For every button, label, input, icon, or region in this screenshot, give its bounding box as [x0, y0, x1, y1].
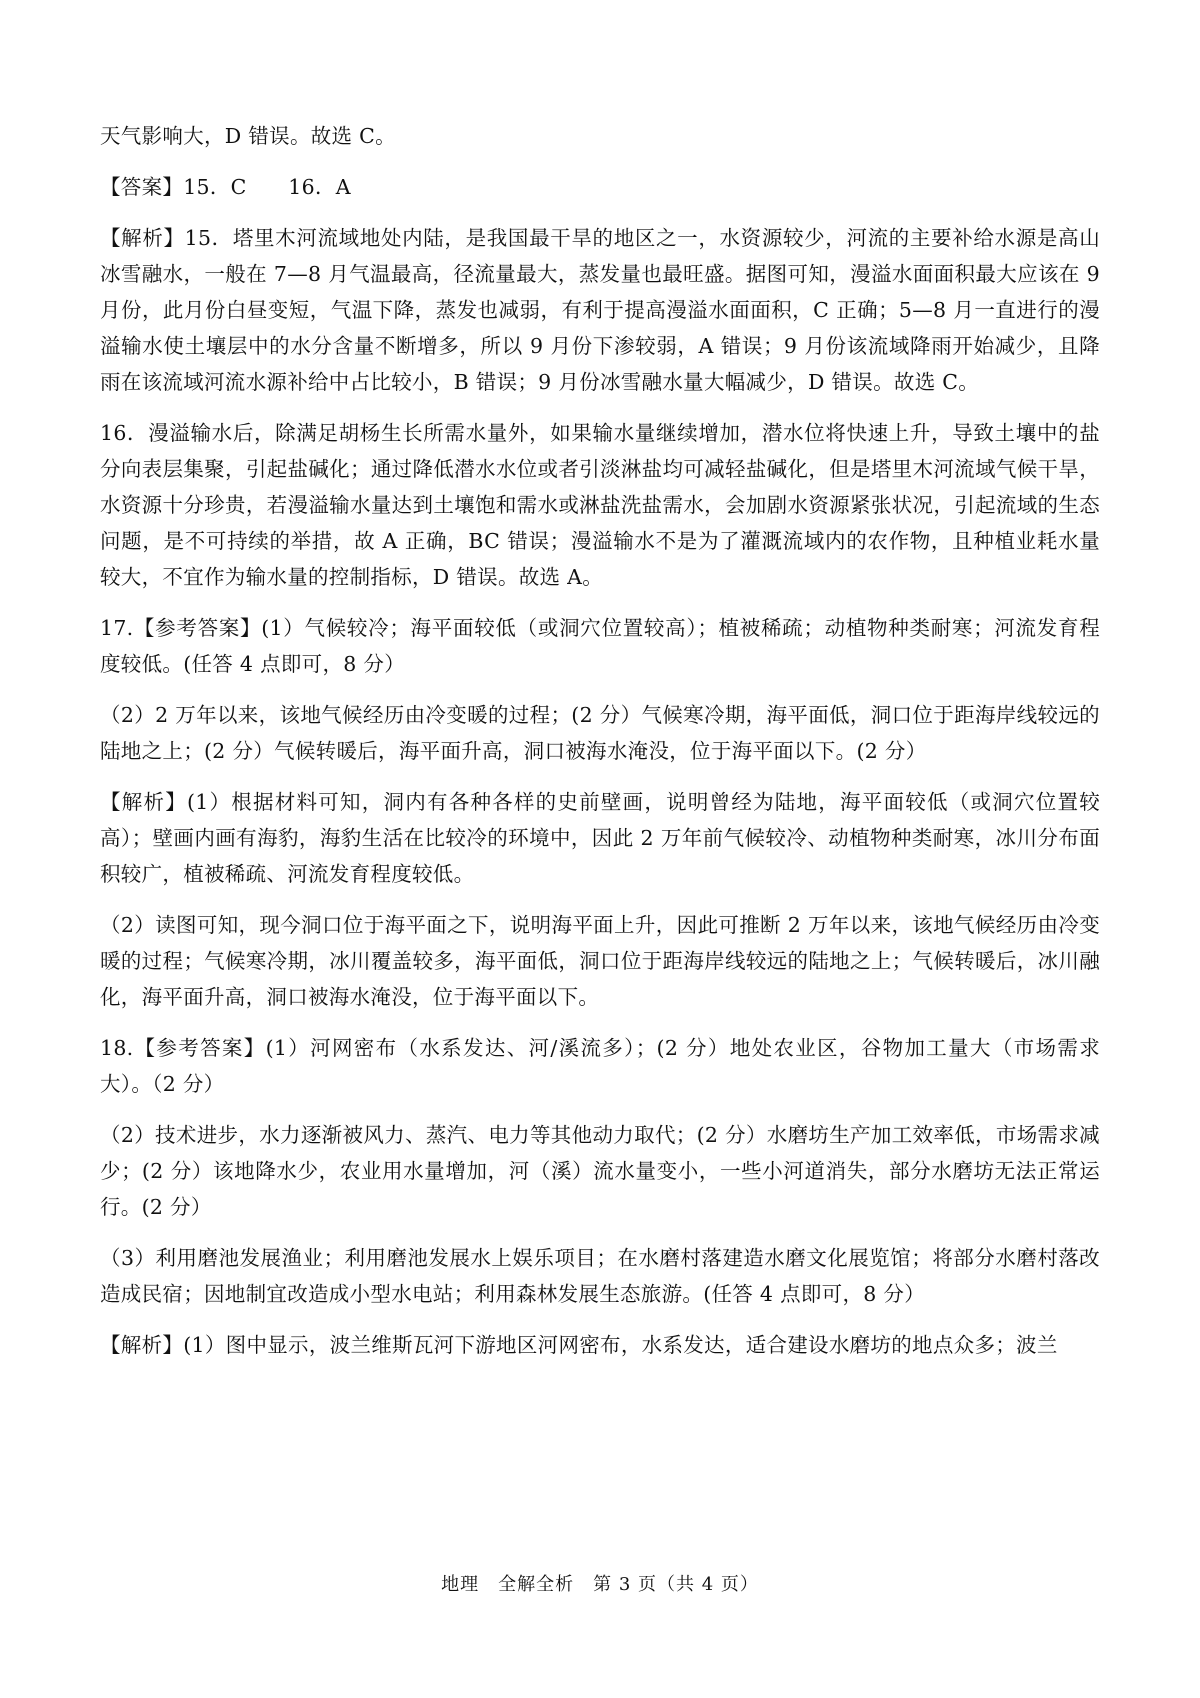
paragraph-analysis-17-2: （2）读图可知，现今洞口位于海平面之下，说明海平面上升，因此可推断 2 万年以来，该地气候经历由冷变暖的过程；气候寒冷期，冰川覆盖较多，海平面低，洞口位于距海岸线较远的陆地之上；气候转暖后，冰川融化，海平面升高，洞口被海水淹没，位于海平面以下。 — [100, 913, 1100, 1009]
paragraph-analysis-15: 【解析】15．塔里木河流域地处内陆，是我国最干旱的地区之一，水资源较少，河流的主要补给水源是高山冰雪融水，一般在 7—8 月气温最高，径流量最大，蒸发量也最旺盛。据图可知，漫溢水面面积最大应该在 9 月份，此月份白昼变短，气温下降，蒸发也减弱，有利于提高漫溢水面面积，C 正确；5—8 月一直进行的漫溢输水使土壤层中的水分含量不断增多，所以 9 月份下渗较弱，A 错误；9 月份该流域降雨开始减少，且降雨在该流域河流水源补给中占比较小，B 错误；9 月份冰雪融水量大幅减少，D 错误。故选 C。 — [100, 226, 1100, 394]
paragraph-continuation: 天气影响大，D 错误。故选 C。 — [100, 124, 396, 148]
paragraph-analysis-16: 16．漫溢输水后，除满足胡杨生长所需水量外，如果输水量继续增加，潜水位将快速上升，导致土壤中的盐分向表层集聚，引起盐碱化；通过降低潜水水位或者引淡淋盐均可减轻盐碱化，但是塔里木河流域气候干旱，水资源十分珍贵，若漫溢输水量达到土壤饱和需水或淋盐洗盐需水，会加剧水资源紧张状况，引起流域的生态问题，是不可持续的举措，故 A 正确，BC 错误；漫溢输水不是为了灌溉流域内的农作物，且种植业耗水量较大，不宜作为输水量的控制指标，D 错误。故选 A。 — [100, 421, 1100, 589]
paragraph-answer-15-16: 【答案】15．C 16．A — [100, 175, 351, 199]
paragraph-answer-18-1: 18.【参考答案】(1）河网密布（水系发达、河/溪流多）；(2 分）地处农业区，谷物加工量大（市场需求大）。（2 分） — [100, 1036, 1100, 1096]
paragraph-answer-18-3: （3）利用磨池发展渔业；利用磨池发展水上娱乐项目；在水磨村落建造水磨文化展览馆；将部分水磨村落改造成民宿；因地制宜改造成小型水电站；利用森林发展生态旅游。(任答 4 点即可，8 分） — [100, 1246, 1100, 1306]
paragraph-answer-18-2: （2）技术进步，水力逐渐被风力、蒸汽、电力等其他动力取代；(2 分）水磨坊生产加工效率低，市场需求减少；(2 分）该地降水少，农业用水量增加，河（溪）流水量变小，一些小河道消失，部分水磨坊无法正常运行。(2 分） — [100, 1123, 1100, 1219]
paragraph-answer-17-1: 17.【参考答案】(1）气候较冷；海平面较低（或洞穴位置较高）；植被稀疏；动植物种类耐寒；河流发育程度较低。(任答 4 点即可，8 分） — [100, 616, 1100, 676]
paragraph-analysis-18-1: 【解析】(1）图中显示，波兰维斯瓦河下游地区河网密布，水系发达，适合建设水磨坊的地点众多；波兰 — [100, 1333, 1058, 1357]
page-footer: 地理 全解全析 第 3 页（共 4 页） — [441, 1574, 759, 1595]
paragraph-answer-17-2: （2）2 万年以来，该地气候经历由冷变暖的过程；(2 分）气候寒冷期，海平面低，洞口位于距海岸线较远的陆地之上；(2 分）气候转暖后，海平面升高，洞口被海水淹没，位于海平面以下。(2 分） — [100, 703, 1100, 763]
document-body — [100, 118, 1100, 1378]
paragraph-analysis-17-1: 【解析】(1）根据材料可知，洞内有各种各样的史前壁画，说明曾经为陆地，海平面较低（或洞穴位置较高）；壁画内画有海豹，海豹生活在比较冷的环境中，因此 2 万年前气候较冷、动植物种类耐寒，冰川分布面积较广，植被稀疏、河流发育程度较低。 — [100, 790, 1100, 886]
